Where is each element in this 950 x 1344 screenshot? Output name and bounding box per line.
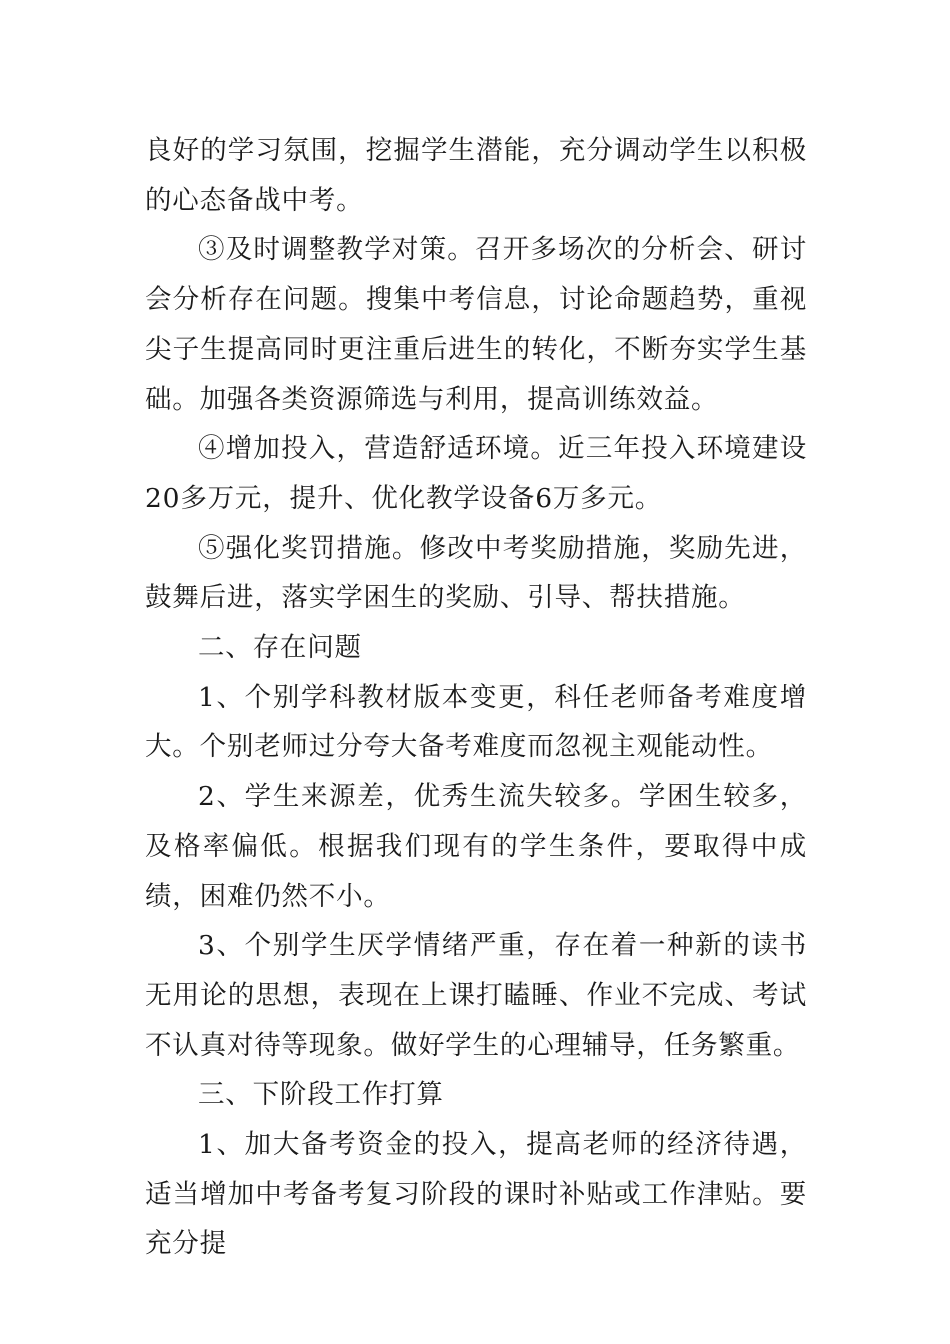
section-heading-next-plan: 三、下阶段工作打算 bbox=[198, 1079, 444, 1111]
paragraph-item-4: ④增加投入，营造舒适环境。近三年投入环境建设20多万元，提升、优化教学设备6万多元。 bbox=[145, 433, 807, 514]
paragraph-continuation: 良好的学习氛围，挖掘学生潜能，充分调动学生以积极的心态备战中考。 bbox=[145, 135, 807, 216]
paragraph-item-3: ③及时调整教学对策。召开多场次的分析会、研讨会分析存在问题。搜集中考信息，讨论命题趋势，重视尖子生提高同时更注重后进生的转化，不断夯实学生基础。加强各类资源筛选与利用，提高训练效益。 bbox=[145, 234, 807, 415]
problem-item-1: 1、个别学科教材版本变更，科任老师备考难度增大。个别老师过分夸大备考难度而忽视主观能动性。 bbox=[145, 681, 807, 763]
document-page bbox=[145, 126, 807, 1269]
section-heading-problems: 二、存在问题 bbox=[198, 632, 362, 664]
paragraph-item-5: ⑤强化奖罚措施。修改中考奖励措施，奖励先进，鼓舞后进，落实学困生的奖励、引导、帮扶措施。 bbox=[145, 532, 807, 614]
problem-item-2: 2、学生来源差，优秀生流失较多。学困生较多，及格率偏低。根据我们现有的学生条件，要取得中成绩，困难仍然不小。 bbox=[145, 781, 807, 912]
problem-item-3: 3、个别学生厌学情绪严重，存在着一种新的读书无用论的思想，表现在上课打瞌睡、作业不完成、考试不认真对待等现象。做好学生的心理辅导，任务繁重。 bbox=[145, 930, 807, 1061]
plan-item-1: 1、加大备考资金的投入，提高老师的经济待遇，适当增加中考备考复习阶段的课时补贴或工作津贴。要充分提 bbox=[145, 1129, 807, 1260]
